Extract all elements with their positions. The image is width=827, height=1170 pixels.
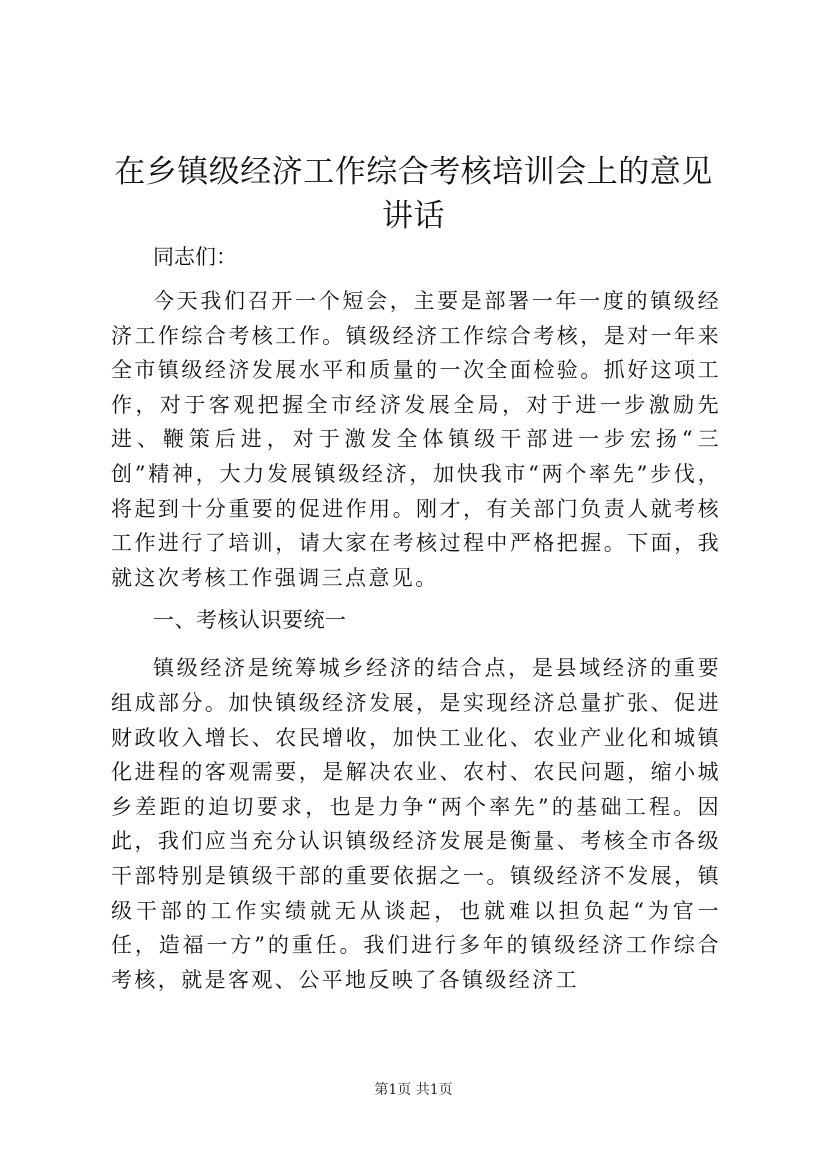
paragraph-section-one: 镇级经济是统筹城乡经济的结合点，是县域经济的重要组成部分。加快镇级经济发展，是实现经济总量扩张、促进财政收入增长、农民增收，加快工业化、农业产业化和城镇化进程的客观需要，是解决农业、农村、农民问题，缩小城乡差距的迫切要求，也是力争“两个率先”的基础工程。因此，我们应当充分认识镇级经济发展是衡量、考核全市各级干部特别是镇级干部的重要依据之一。镇级经济不发展，镇级干部的工作实绩就无从谈起，也就难以担负起“为官一任，造福一方”的重任。我们进行多年的镇级经济工作综合考核，就是客观、公平地反映了各镇级经济工 [111, 656, 721, 992]
document-body [111, 240, 721, 1005]
document-title: 在乡镇级经济工作综合考核培训会上的意见讲话 [114, 154, 713, 234]
salutation: 同志们： [153, 245, 237, 269]
page-footer: 第1页 共1页 [374, 1082, 453, 1098]
paragraph-intro: 今天我们召开一个短会，主要是部署一年一度的镇级经济工作综合考核工作。镇级经济工作综合考核，是对一年来全市镇级经济发展水平和质量的一次全面检验。抓好这项工作，对于客观把握全市经济发展全局，对于进一步激励先进、鞭策后进，对于激发全体镇级干部进一步宏扬“三创”精神，大力发展镇级经济，加快我市“两个率先”步伐，将起到十分重要的促进作用。刚才，有关部门负责人就考核工作进行了培训，请大家在考核过程中严格把握。下面，我就这次考核工作强调三点意见。 [111, 289, 721, 590]
section-heading: 一、考核认识要统一 [153, 608, 347, 633]
